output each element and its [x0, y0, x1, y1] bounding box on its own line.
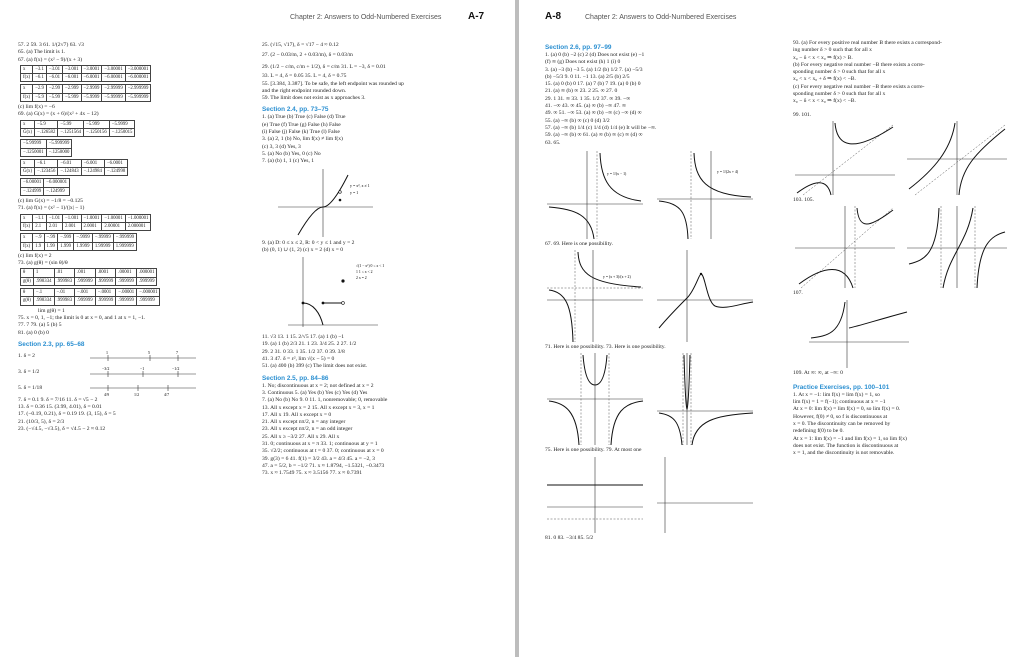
table-cell: −.0001	[95, 289, 116, 297]
table-cell: 2.0001	[81, 222, 102, 230]
table-cell: −3.0001	[81, 65, 102, 73]
left-page-number: A-7	[468, 11, 485, 22]
table-cell: 1	[33, 269, 54, 277]
graph-75	[545, 455, 645, 535]
graph-label: 2 x = 2	[356, 276, 367, 281]
answer-line: 23. (−√4.5, −√3.5), δ = √4.5 − 2 ≈ 0.12	[18, 425, 106, 432]
table-row	[21, 222, 151, 230]
right-running-header: Chapter 2: Answers to Odd-Numbered Exercises	[585, 14, 737, 21]
graph-107	[807, 298, 911, 370]
values-table	[20, 214, 151, 232]
answer-line: 21. All x except nπ/2, n = any integer	[262, 419, 346, 426]
graph-63	[545, 149, 645, 241]
graph-71	[545, 351, 645, 447]
left-column-1	[18, 42, 250, 433]
table-cell: f(x)	[21, 242, 33, 250]
left-page	[0, 0, 515, 657]
answer-line: sponding number δ > 0 such that for all x	[793, 91, 886, 98]
table-cell: 1.9999	[74, 242, 93, 250]
graph-cubic	[268, 167, 378, 239]
answer-line: 99. 101.	[793, 111, 812, 118]
graph-label: y = x³, x ≠ 1	[350, 182, 370, 188]
table-cell: −1.000001	[125, 214, 151, 222]
table-cell: G(x)	[21, 128, 35, 136]
number-line-figure	[88, 350, 198, 364]
left-column-2	[262, 42, 502, 478]
table-row	[21, 242, 137, 250]
values-table	[20, 233, 137, 251]
answer-line: 75. x = 0, 1, −1; the limit is 0 at x = 0, and 1 at x = 1, −1.	[18, 314, 146, 321]
graph-label: 1 1 ≤ x < 2	[356, 270, 373, 275]
answer-line: 59. (a) −∞ (b) ∞ 61. (a) ∞ (b) ∞ (c) ∞ (d) ∞	[545, 132, 643, 139]
graph-69	[655, 248, 755, 344]
table-row	[21, 148, 72, 156]
answer-line: (c) For every negative real number −B there exists a corre-	[793, 83, 925, 90]
answer-line: 73. x ≈ 1.7549 75. x ≈ 3.5156 77. x ≈ 0.7391	[262, 470, 363, 477]
table-cell: 2.000001	[125, 222, 151, 230]
answer-line: (i) False (j) False (k) True (l) False	[262, 129, 340, 136]
graph-label: y = 1/(2x + 4)	[717, 169, 739, 174]
values-table	[20, 178, 70, 196]
number-line-figure	[88, 366, 198, 380]
answer-line: redefining f(0) to be 0.	[793, 428, 844, 435]
answer-line: (f) ∞ (g) Does not exist (h) 1 (i) 0	[545, 59, 621, 66]
table-row	[21, 140, 72, 148]
answer-line: 17. All x 19. All x except x = 0	[262, 411, 332, 418]
answer-line: 27. (2 − 0.03/m, 2 + 0.03/m), δ = 0.03/m	[262, 52, 353, 59]
table-cell: −.1251564	[58, 128, 84, 136]
answer-line: 55. (a) −∞ (b) ∞ (c) 0 (d) 3/2	[545, 117, 610, 124]
table-cell: −6.0001	[81, 74, 102, 82]
table-cell: −.126582	[35, 128, 58, 136]
table-row	[21, 128, 135, 136]
tick-label: −1/2	[172, 365, 180, 371]
answer-line: x₀ < x < x₀ + δ ⇒ f(x) < −B.	[793, 76, 856, 83]
table-row	[21, 214, 151, 222]
table-cell: .999999	[95, 297, 116, 305]
table-cell: −6.000001	[125, 74, 151, 82]
answer-line: 65. (a) The limit is 1.	[18, 49, 66, 56]
table-cell: g(θ)	[21, 277, 34, 285]
table-row	[21, 289, 160, 297]
table-row	[21, 297, 160, 305]
graph-row	[793, 204, 1025, 290]
values-table	[20, 268, 157, 286]
tick-label: 7	[176, 349, 178, 355]
table-cell: −.124998	[104, 168, 127, 176]
table-cell: −.1250001	[21, 148, 47, 156]
table-cell: 1.99999	[92, 242, 113, 250]
table-cell: −6.0001	[104, 159, 127, 167]
table-cell: −2.999	[63, 85, 82, 93]
table-cell: −.124984	[81, 168, 104, 176]
table-row	[21, 74, 151, 82]
answer-row	[18, 365, 250, 381]
answer-line: 55. [3.384, 3.387]. To be safe, the left endpoint was rounded up	[262, 80, 404, 87]
section-heading: Section 2.4, pp. 73–75	[262, 106, 329, 114]
answer-line: x₀ − δ < x < x₀ ⇒ f(x) < −B.	[793, 98, 856, 105]
table-cell: 1.999	[58, 242, 74, 250]
answer-line: 71. (a) f(x) = (x² − 1)/(|x| − 1)	[18, 205, 85, 212]
answer-line: (b) −5/3 9. 0 11. −1 13. (a) 2/5 (b) 2/5	[545, 73, 630, 80]
values-table	[20, 84, 151, 102]
table-row	[21, 269, 157, 277]
table-cell: −.1	[33, 289, 54, 297]
answer-line: 7. (a) No (b) No 9. 0 11. 1, nonremovable; 0, removable	[262, 397, 388, 404]
answer-line: 81. 0 83. −3/4 85. 5/2	[545, 534, 594, 541]
table-cell: .998334	[33, 277, 54, 285]
table-cell: θ	[21, 269, 34, 277]
table-row	[21, 159, 128, 167]
answer-line: x = 1, and the discontinuity is not removable.	[793, 450, 895, 457]
tick-label: 5	[148, 349, 150, 355]
table-cell: 2.1	[33, 222, 47, 230]
answer-line: lim f(x) = 1 = f(−1); continuous at x = −1	[793, 399, 886, 406]
graph-row	[545, 149, 775, 241]
table-cell: .998334	[33, 297, 54, 305]
table-row	[21, 120, 135, 128]
table-cell: f(x)	[21, 93, 33, 101]
table-cell: .999999	[136, 277, 157, 285]
table-cell: −3.00001	[102, 65, 125, 73]
answer-line: 73. (a) g(θ) = (sin θ)/θ	[18, 260, 68, 267]
answer-line: 5. (a) No (b) Yes, 0 (c) No	[262, 150, 321, 157]
answer-line: 51. (a) 400 (b) 399 (c) The limit does not exist.	[262, 363, 368, 370]
answer-row	[18, 381, 250, 397]
table-cell: f(x)	[21, 222, 33, 230]
table-cell: −5.999999	[46, 140, 72, 148]
answer-line: 59. The limit does not exist as x approaches 3.	[262, 95, 366, 102]
table-cell: .999999	[75, 297, 96, 305]
answer-line: 77. 7 79. (a) 5 (b) 5	[18, 322, 62, 329]
table-cell: −2.999999	[125, 85, 151, 93]
right-column-1	[545, 40, 775, 542]
table-cell: −.001	[75, 289, 96, 297]
table-row	[21, 179, 70, 187]
graph-row	[545, 248, 775, 344]
answer-line: 41. 3 47. δ = ε², lim √(x − 5) = 0	[262, 356, 335, 363]
answer-line: 29. (1/2 − c/m, c/m + 1/2), δ = c/m 31. L = −3, δ = 0.01	[262, 64, 386, 71]
answer-line: x₀ − δ < x < x₀ ⇒ f(x) > B.	[793, 54, 853, 61]
answer-line: At x = 1: lim f(x) = −1 and lim f(x) = 1, so lim f(x)	[793, 435, 907, 442]
answer-line: 3. (a) 2, 1 (b) No, lim f(x) ≠ lim f(x)	[262, 136, 343, 143]
table-cell: −6.1	[33, 74, 47, 82]
right-column-2	[793, 40, 1025, 458]
answer-line: 7. δ = 0.1 9. δ = 7/16 11. δ = √5 − 2	[18, 396, 98, 403]
table-cell: f(x)	[21, 74, 33, 82]
tick-label: 1/2	[134, 391, 140, 396]
answer-line: 7. (a) (b) 1, 1 (c) Yes, 1	[262, 158, 315, 165]
table-cell: −6.001	[81, 159, 104, 167]
table-cell: −3.001	[63, 65, 82, 73]
table-row	[21, 277, 157, 285]
table-cell: −1.01	[46, 214, 62, 222]
answer-line: lim g(θ) = 1	[38, 307, 65, 314]
graph-65	[655, 149, 755, 241]
table-cell: −.9999	[74, 234, 93, 242]
table-cell: .0001	[95, 269, 116, 277]
table-cell: −3.01	[46, 65, 62, 73]
table-row	[21, 93, 151, 101]
graph-label: y = 1	[350, 189, 359, 195]
graph-103	[793, 204, 897, 290]
answer-line: 1. No; discontinuous at x = 2; not defined at x = 2	[262, 382, 374, 389]
table-cell: −.01	[54, 289, 75, 297]
table-cell: .999999	[137, 297, 160, 305]
answer-line: (b) For every negative real number −B there exists a corre-	[793, 61, 925, 68]
answer-line: 71. Here is one possibility. 73. Here is one possibility.	[545, 344, 666, 351]
answer-line: 17. (−0.19, 0.21), δ = 0.19 19. (3, 15), δ = 5	[18, 411, 116, 418]
table-cell: θ	[21, 289, 34, 297]
table-cell: −.999	[58, 234, 74, 242]
graph-label: √(1 − x²) 0 ≤ x < 1	[356, 264, 385, 269]
table-cell: −3.000001	[125, 65, 151, 73]
table-cell: −.124999	[21, 187, 44, 195]
table-cell: −6.00001	[21, 179, 44, 187]
graph-label: y = 1/(x − 1)	[607, 171, 627, 176]
table-cell: −.1250156	[84, 128, 110, 136]
table-cell: −6.01	[46, 74, 62, 82]
graph-label: y = (x + 3)/(x + 2)	[603, 275, 631, 280]
graph-105	[905, 204, 1009, 290]
tick-label: 1	[106, 349, 108, 355]
answer-line: x = 0. The discontinuity can be removed by	[793, 421, 891, 428]
table-cell: −5.99	[58, 120, 84, 128]
answer-line: 13. δ = 0.36 15. (3.99, 4.01), δ = 0.01	[18, 404, 102, 411]
table-cell: G(x)	[21, 168, 35, 176]
answer-line: 39. g(3) = 6 41. f(1) = 3/2 43. a = 4/3 45. a = −2, 3	[262, 455, 375, 462]
answer-line: (e) True (f) True (g) False (h) False	[262, 121, 341, 128]
values-table	[20, 139, 72, 157]
section-heading: Section 2.3, pp. 65–68	[18, 340, 85, 348]
table-cell: −5.999	[84, 120, 110, 128]
graph-73	[655, 351, 755, 447]
answer-line: 93. (a) For every positive real number B there exists a correspond-	[793, 40, 942, 46]
graph-row	[545, 455, 775, 535]
table-cell: −1.1	[33, 214, 47, 222]
table-cell: −2.99	[46, 85, 62, 93]
table-cell: −6.1	[35, 159, 58, 167]
table-cell: −5.99999	[21, 140, 47, 148]
answer-line: sponding number δ > 0 such that for all x	[793, 69, 886, 76]
values-table	[20, 120, 135, 138]
table-cell: −5.9	[33, 93, 47, 101]
values-table	[20, 65, 151, 83]
graph-row	[793, 119, 1025, 197]
answer-line: 35. √2/2; continuous at t = 0 37. 0; continuous at x = 0	[262, 448, 384, 455]
table-cell: −1.0001	[81, 214, 102, 222]
table-cell: g(θ)	[21, 297, 34, 305]
answer-line: 67. (a) f(x) = (x² − 9)/(x + 3)	[18, 56, 83, 63]
answer-line: (c) lim f(x) = −6	[18, 104, 55, 111]
table-cell: −6.00001	[102, 74, 125, 82]
table-cell: .999999	[75, 277, 96, 285]
answer-line: 49. ∞ 51. −∞ 53. (a) ∞ (b) −∞ (c) −∞ (d) ∞	[545, 110, 642, 117]
graph-79	[655, 455, 755, 535]
table-cell: −2.9999	[81, 85, 102, 93]
answer-line: 41. −∞ 43. ∞ 45. (a) ∞ (b) −∞ 47. ∞	[545, 103, 626, 110]
table-cell: .999999	[116, 297, 137, 305]
answer-line: 3. (a) −3 (b) −3 5. (a) 1/2 (b) 1/2 7. (a) −5/3	[545, 66, 643, 73]
answer-line: 29. 1 31. ∞ 33. 1 35. 1/2 37. ∞ 39. −∞	[545, 95, 631, 102]
graph-101	[905, 119, 1009, 197]
graph-67	[545, 248, 645, 344]
table-cell: −2.9	[33, 85, 47, 93]
answer-line: ing number δ > 0 such that for all x	[793, 47, 872, 54]
table-cell: −5.9	[35, 120, 58, 128]
table-cell: −3.1	[33, 65, 47, 73]
section-heading: Practice Exercises, pp. 100–101	[793, 383, 890, 391]
answer-line: 31. 0; continuous at x = π 33. 1; continuous at y = 1	[262, 441, 378, 448]
answer-line: 21. (10/3, 5), δ = 2/3	[18, 418, 65, 425]
table-cell: −6.000001	[44, 179, 70, 187]
answer-line: 13. All x except x = 2 15. All x except x = 3, x = 1	[262, 404, 375, 411]
table-cell: −.124999	[44, 187, 70, 195]
answer-line: 19. (a) 1 (b) 2/3 21. 1 23. 3/4 25. 2 27. 1/2	[262, 341, 357, 348]
tick-label: 4/9	[104, 391, 110, 396]
answer-line: 11. √3 13. 1 15. 2/√5 17. (a) 1 (b) −1	[262, 334, 345, 341]
table-row	[21, 85, 151, 93]
answer-line: 1. δ = 2	[18, 353, 35, 360]
table-cell: −5.9999	[81, 93, 102, 101]
table-row	[21, 168, 128, 176]
answer-line: 29. 2 31. 0 33. 1 35. 1/2 37. 0 39. 3/8	[262, 348, 345, 355]
table-cell: x	[21, 234, 33, 242]
table-row	[21, 187, 70, 195]
table-cell: 1.99	[44, 242, 58, 250]
graph-row	[545, 351, 775, 447]
table-cell: .999983	[54, 277, 75, 285]
table-cell: x	[21, 85, 33, 93]
table-cell: −.000001	[137, 289, 160, 297]
table-cell: −5.9999	[109, 120, 135, 128]
tick-label: −1	[140, 365, 145, 371]
table-cell: −.999999	[113, 234, 136, 242]
answer-line: 109. At ∞: ∞, at −∞: 0	[793, 369, 843, 376]
answer-line: 81. (a) 0 (b) 0	[18, 329, 49, 336]
table-cell: −5.99999	[102, 93, 125, 101]
table-cell: 2.00001	[102, 222, 125, 230]
table-cell: −.1250015	[109, 128, 135, 136]
table-cell: −.124843	[58, 168, 81, 176]
table-cell: −5.999999	[125, 93, 151, 101]
left-running-header: Chapter 2: Answers to Odd-Numbered Exercises	[290, 14, 442, 21]
table-cell: −6.01	[58, 159, 81, 167]
values-table	[20, 159, 128, 177]
answer-line: (b) (0, 1) ∪ (1, 2) (c) x = 2 (d) x = 0	[262, 246, 344, 253]
answer-line: 1. At x = −1: lim f(x) = lim f(x) = 1, so	[793, 391, 880, 398]
answer-line: 103. 105.	[793, 196, 814, 203]
answer-line: However, f(0) ≠ 0, so f is discontinuous at	[793, 413, 888, 420]
answer-line: and the right endpoint rounded down.	[262, 87, 347, 94]
answer-line: 25. All x ≥ −3/2 27. All x 29. All x	[262, 433, 340, 440]
answer-line: (c) lim G(x) = −1/8 = −0.125	[18, 198, 83, 205]
table-cell: −.1250000	[46, 148, 72, 156]
answer-line: 9. (a) D: 0 ≤ x ≤ 2, R: 0 < y ≤ 1 and y = 2	[262, 239, 355, 246]
answer-line: (c) lim f(x) = 2	[18, 252, 52, 259]
table-cell: −5.999	[63, 93, 82, 101]
answer-line: 107.	[793, 290, 803, 297]
answer-line: 63. 65.	[545, 139, 561, 146]
section-heading: Section 2.6, pp. 97–99	[545, 44, 612, 51]
number-line-figure	[88, 382, 198, 396]
table-cell: −.99	[44, 234, 58, 242]
table-cell: x	[21, 120, 35, 128]
table-cell: .999999	[116, 277, 137, 285]
table-cell: 1.999999	[113, 242, 136, 250]
table-cell: .01	[54, 269, 75, 277]
answer-line: 69. (a) G(x) = (x + 6)/(x² + 4x − 12)	[18, 111, 99, 118]
table-cell: x	[21, 214, 33, 222]
table-cell: .000001	[136, 269, 157, 277]
answer-line: (c) 3, 3 (d) Yes, 3	[262, 143, 301, 150]
right-page	[519, 0, 1034, 657]
table-cell: −5.99	[46, 93, 62, 101]
table-cell: .00001	[116, 269, 137, 277]
tick-label: 4/7	[164, 391, 170, 396]
answer-line: 1. (a) True (b) True (c) False (d) True	[262, 114, 346, 121]
table-row	[21, 65, 151, 73]
answer-line: 57. (a) −∞ (b) 1/4 (c) 1/4 (d) 1/4 (e) It will be −∞.	[545, 124, 657, 131]
table-cell: .999999	[95, 277, 116, 285]
table-cell: .001	[75, 269, 96, 277]
values-table	[20, 288, 160, 306]
answer-line: 23. All x except nπ/2, n = an odd integer	[262, 426, 353, 433]
table-cell: x	[21, 159, 35, 167]
tick-label: −3/2	[102, 365, 110, 371]
right-page-number: A-8	[545, 11, 562, 22]
table-cell: −.00001	[116, 289, 137, 297]
answer-line: 15. (a) 0 (b) 0 17. (a) 7 (b) 7 19. (a) 0 (b) 0	[545, 81, 641, 88]
table-cell: −.99999	[92, 234, 113, 242]
answer-line: 67. 69. Here is one possibility.	[545, 240, 613, 247]
graph-piecewise	[268, 255, 408, 333]
table-cell: −1.00001	[102, 214, 125, 222]
graph-99	[793, 119, 897, 197]
table-cell: 2.001	[63, 222, 82, 230]
table-cell: −.9	[33, 234, 44, 242]
answer-line: 5. δ = 1/18	[18, 385, 43, 392]
answer-line: 47. a = 5/2, b = −1/2 71. x ≈ 1.8794, −1.5321, −0.3473	[262, 462, 385, 469]
table-cell: 2.01	[46, 222, 62, 230]
answer-line: 3. Continuous 5. (a) Yes (b) Yes (c) Yes (d) Yes	[262, 389, 368, 396]
answer-line: 75. Here is one possibility. 79. At most one	[545, 447, 642, 454]
table-cell: .999983	[54, 297, 75, 305]
answer-line: 21. (a) ∞ (b) ∞ 23. 2 25. ∞ 27. 0	[545, 88, 618, 95]
table-cell: −1.001	[63, 214, 82, 222]
answer-line: At x = 0: lim f(x) = lim f(x) = 0, so lim f(x) = 0.	[793, 406, 901, 413]
table-row	[21, 234, 137, 242]
table-cell: 1.9	[33, 242, 44, 250]
table-cell: x	[21, 65, 33, 73]
table-cell: −.123456	[35, 168, 58, 176]
section-heading: Section 2.5, pp. 84–86	[262, 374, 329, 382]
answer-line: 25. (√15, √17), δ = √17 − 4 ≈ 0.12	[262, 42, 339, 48]
answer-line: 3. δ = 1/2	[18, 369, 40, 376]
answer-row	[18, 349, 250, 365]
table-cell: −2.99999	[102, 85, 125, 93]
table-cell: −6.001	[63, 74, 82, 82]
answer-line: 33. L = 4, δ = 0.05 35. L = 4, δ = 0.75	[262, 73, 347, 80]
answer-line: 1. (a) 0 (b) −2 (c) 2 (d) Does not exist (e) −1	[545, 52, 645, 58]
answer-line: 57. 2 59. 3 61. 1/(2√7) 63. √3	[18, 42, 84, 48]
answer-line: does not exist. The function is discontinuous at	[793, 442, 899, 449]
